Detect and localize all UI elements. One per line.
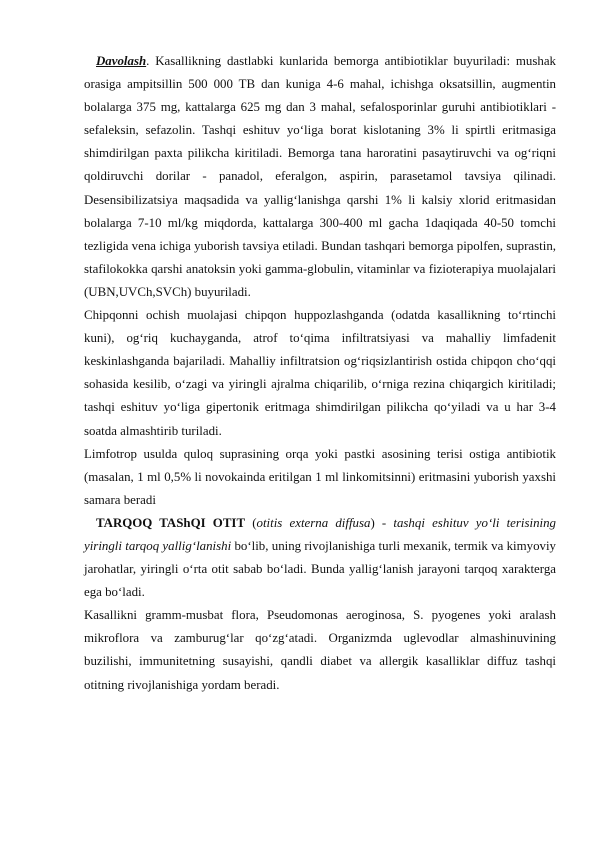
paragraph-furuncle-opening: Chipqonni ochish muolajasi chipqon huppozlashganda (odatda kasallikning to‘rtinchi kuni), og‘riq kuchayganda, atrof to‘qima infiltratsiyasi va mahalliy limfadenit keskinlashganda bajariladi. Mahalliy infiltratsion og‘riqsizlantirish ostida chipqon cho‘qqi sohasida kesilib, o‘zagi va yiringli ajralma chiqarilib, o‘rniga rezina chiqargich kiritiladi; tashqi eshituv yo‘liga gipertonik eritmaga shimdirilgan pilikcha qo‘yiladi va u har 3-4 soatda almashtirib turiladi. xyxy=(84,308,556,438)
paragraph-etiology: Kasallikni gramm-musbat flora, Pseudomonas aeroginosa, S. pyogenes yoki aralash mikroflora va zamburug‘lar qo‘zg‘atadi. Organizmda uglevodlar almashinuvining buzilishi, immunitetning susayishi, qandli diabet va allergik kasalliklar diffuz tashqi otitning rivojlanishiga yordam beradi. xyxy=(84,608,556,692)
section-title: TARQOQ TAShQI OTIT xyxy=(96,515,246,530)
term-davolash: Davolash xyxy=(96,54,147,68)
paragraph-treatment xyxy=(84,50,556,304)
document-page xyxy=(84,50,556,697)
diffuse-otitis-text: bo‘lib, uning rivojlanishiga turli mexanik, termik va kimyoviy jarohatlar, yiringli o‘rta otit sabab bo‘ladi. Bunda yallig‘lanish jarayoni tarqoq xarakterga ega bo‘ladi. xyxy=(84,538,557,600)
italic-definition: tashqi eshituv yo‘li terisining yiringli tarqoq yallig‘lanishi xyxy=(84,515,557,553)
latin-term: otitis externa diffusa xyxy=(256,515,371,530)
paragraph-diffuse-otitis xyxy=(84,512,556,604)
treatment-text: . Kasallikning dastlabki kunlarida bemorga antibiotiklar buyuriladi: mushak orasiga ampitsillin 500 000 TB dan kuniga 4-6 mahal, ichishga oksatsillin, augmentin bolalarga 375 mg, kattalarga 625 mg dan 3 mahal, sefalosporinlar guruhi antibiotiklari - sefaleksin, sefazolin. Tashqi eshituv yo‘liga borat kislotaning 3% li spirtli eritmasiga shimdirilgan paxta pilikcha kiritiladi. Bemorga tana haroratini pasaytiruvchi va og‘riqni qoldiruvchi dorilar - panadol, eferalgon, aspirin, parasetamol tavsiya qilinadi. Desensibilizatsiya maqsadida va yallig‘lanishga qarshi 1% li kalsiy xlorid eritmasidan bolalarga 7-10 ml/kg miqdorda, kattalarga 300-400 ml gacha 1daqiqada 40-50 tomchi tezligida vena ichiga yuborish tavsiya etiladi. Bundan tashqari bemorga pipolfen, suprastin, stafilokokka qarshi anatoksin yoki gamma-globulin, vitaminlar va fizioterapiya muolajalari (UBN,UVCh,SVCh) buyuriladi. xyxy=(84,54,556,299)
open-paren: ( xyxy=(245,515,257,530)
close-paren: ) - xyxy=(370,515,394,530)
paragraph-lymphotropic: Limfotrop usulda quloq suprasining orqa yoki pastki asosining terisi ostiga antibiotik (masalan, 1 ml 0,5% li novokainda eritilgan 1 ml linkomitsinni) eritmasini yuborish yaxshi samara beradi xyxy=(84,446,556,507)
